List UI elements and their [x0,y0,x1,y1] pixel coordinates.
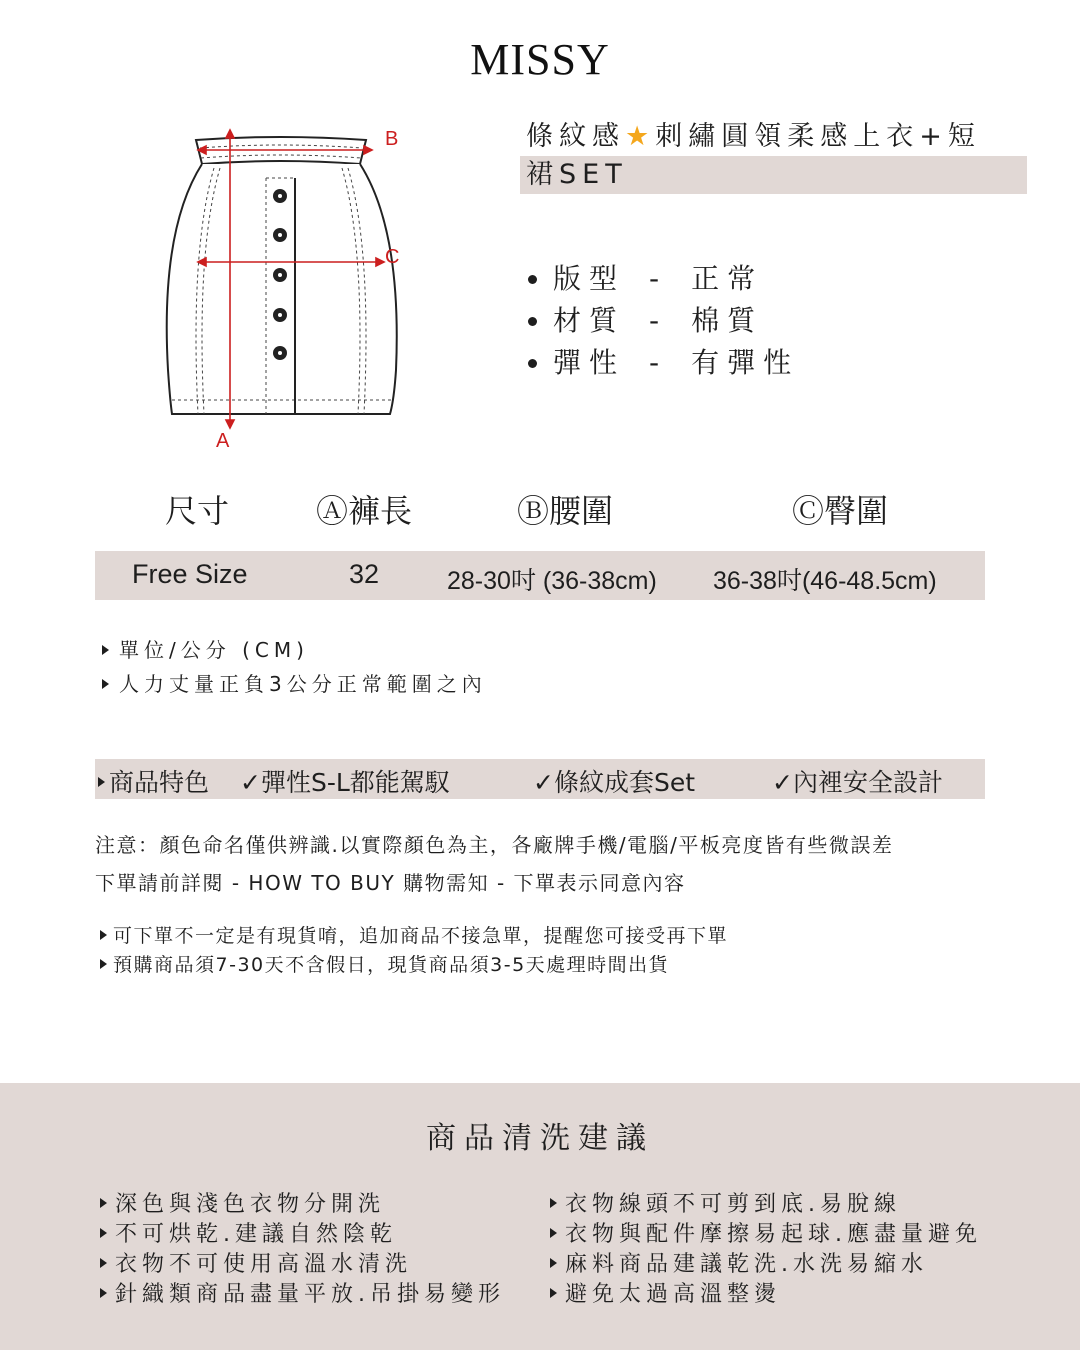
notice-text [95,826,893,902]
care-item [550,1280,982,1310]
care-item [550,1190,982,1220]
title-line-1 [520,118,1027,156]
order-note-item [100,922,728,951]
triangle-bullet-icon [100,959,107,969]
spec-item [528,300,799,342]
triangle-bullet-icon [550,1198,557,1208]
bullet-icon [528,359,537,368]
care-text: 針織類商品盡量平放.吊掛易變形 [115,1282,505,1307]
triangle-bullet-icon [550,1228,557,1238]
note-text: 單位/公分 (CM) [119,638,309,662]
bullet-icon [528,275,537,284]
size-cell-waist: 28-30吋 (36-38cm) [447,567,657,595]
care-list-left [100,1190,505,1310]
order-notes [100,922,728,980]
care-item [550,1220,982,1250]
triangle-bullet-icon [550,1258,557,1268]
care-item [100,1280,505,1310]
size-cell-length: 32 [349,559,380,589]
order-note-item [100,951,728,980]
feature-item: ✓條紋成套Set [533,768,695,797]
product-title [520,118,1027,194]
triangle-bullet-icon [102,645,109,655]
spec-item [528,258,799,300]
triangle-bullet-icon [100,930,107,940]
care-text: 不可烘乾.建議自然陰乾 [115,1222,397,1247]
title-text-b: 刺繡圓領柔感上衣+短 [655,121,981,152]
care-item [100,1220,505,1250]
order-note-text: 預購商品須7-30天不含假日，現貨商品須3-5天處理時間出貨 [113,954,670,976]
diagram-label-b: B [385,128,399,150]
care-text: 衣物線頭不可剪到底.易脫線 [565,1192,901,1217]
triangle-bullet-icon [550,1288,557,1298]
note-item [102,667,487,701]
spec-sep: - [649,346,668,379]
size-header-length: Ⓐ褲長 [316,492,413,530]
size-header-hip: Ⓒ臀圍 [792,492,889,530]
skirt-diagram [150,120,420,460]
feature-item: ✓彈性S-L都能駕馭 [240,768,450,797]
notice-line: 注意：顏色命名僅供辨識.以實際顏色為主，各廠牌手機/電腦/平板亮度皆有些微誤差 [95,833,894,857]
brand-logo: MISSY [470,35,610,84]
triangle-bullet-icon [100,1258,107,1268]
features-label [98,763,209,799]
triangle-bullet-icon [100,1228,107,1238]
note-item [102,633,487,667]
title-text-a: 條紋感 [526,121,625,152]
triangle-bullet-icon [100,1198,107,1208]
triangle-bullet-icon [100,1288,107,1298]
spec-item [528,342,799,384]
spec-name: 材質 [553,304,626,337]
spec-list [528,258,799,384]
spec-sep: - [649,304,668,337]
care-text: 深色與淺色衣物分開洗 [115,1192,386,1217]
features-label-text: 商品特色 [109,768,210,797]
feature-item: ✓內裡安全設計 [772,768,943,797]
care-item [550,1250,982,1280]
note-text: 人力丈量正負3公分正常範圍之內 [119,672,487,696]
spec-name: 彈性 [553,346,626,379]
care-text: 衣物與配件摩擦易起球.應盡量避免 [565,1222,982,1247]
care-item [100,1190,505,1220]
bullet-icon [528,317,537,326]
triangle-bullet-icon [102,679,109,689]
unit-notes [102,633,487,701]
care-title: 商品清洗建議 [426,1121,654,1156]
title-line-2: 裙SET [520,156,1027,194]
size-cell-hip: 36-38吋(46-48.5cm) [713,567,937,595]
order-note-text: 可下單不一定是有現貨唷，追加商品不接急單，提醒您可接受再下單 [113,925,729,947]
notice-line: 下單請前詳閱 - HOW TO BUY 購物需知 - 下單表示同意內容 [95,871,686,895]
spec-name: 版型 [553,262,626,295]
spec-value: 棉質 [691,304,764,337]
diagram-label-a: A [216,430,230,452]
size-header-size: 尺寸 [165,492,230,530]
care-text: 避免太過高溫整燙 [565,1282,782,1307]
star-icon: ★ [625,121,656,152]
spec-value: 正常 [691,262,764,295]
care-item [100,1250,505,1280]
triangle-bullet-icon [98,777,105,787]
size-header-waist: Ⓑ腰圍 [517,492,614,530]
care-list-right [550,1190,982,1310]
spec-value: 有彈性 [691,346,800,379]
care-text: 麻料商品建議乾洗.水洗易縮水 [565,1252,928,1277]
diagram-label-c: C [385,246,400,268]
care-text: 衣物不可使用高溫水清洗 [115,1252,413,1277]
spec-sep: - [649,262,668,295]
size-cell-size: Free Size [132,559,248,589]
